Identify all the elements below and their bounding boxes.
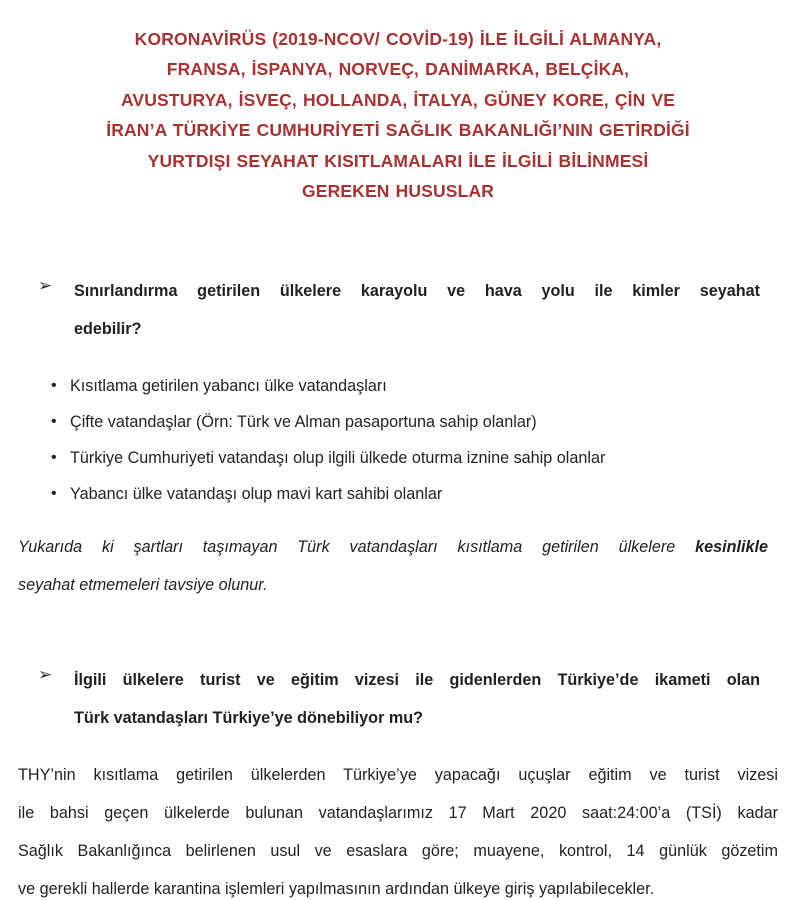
list-item	[18, 440, 758, 476]
eligibility-bullet-list	[18, 368, 758, 512]
bullet-dot-icon: •	[51, 413, 57, 430]
bullet-dot-icon: •	[51, 377, 57, 394]
list-item	[18, 368, 758, 404]
answer-2-line-1: THY’nin kısıtlama getirilen ülkelerden Türkiye’ye yapacağı uçuşlar eğitim ve turist vizesi	[18, 766, 778, 784]
title-line-3: AVUSTURYA, İSVEÇ, HOLLANDA, İTALYA, GÜNEY KORE, ÇİN VE	[120, 89, 676, 110]
title-line-1: KORONAVİRÜS (2019-NCOV/ COVİD-19) İLE İLGİLİ ALMANYA,	[134, 29, 662, 49]
document-title	[60, 24, 736, 206]
question-1-text	[74, 272, 760, 348]
advisory-note-emphasis: kesinlikle	[695, 538, 768, 556]
answer-2-line-2: ile bahsi geçen ülkelerde bulunan vatandaşlarımız 17 Mart 2020 saat:24:00’a (TSİ) kadar	[18, 804, 778, 822]
list-item-label: Yabancı ülke vatandaşı olup mavi kart sahibi olanlar	[70, 485, 443, 503]
question-1-line-1: Sınırlandırma getirilen ülkelere karayolu ve hava yolu ile kimler seyahat	[74, 282, 760, 300]
list-item-label: Kısıtlama getirilen yabancı ülke vatandaşları	[70, 377, 387, 395]
arrow-bullet-icon: ➢	[38, 665, 53, 685]
title-line-6: GEREKEN HUSUSLAR	[301, 181, 495, 202]
title-line-4: İRAN’A TÜRKİYE CUMHURİYETİ SAĞLIK BAKANLIĞI’NIN GETİRDİĞİ	[106, 120, 690, 141]
answer-2-line-3: Sağlık Bakanlığınca belirlenen usul ve esaslara göre; muayene, kontrol, 14 günlük gözetim	[18, 842, 778, 860]
title-line-5: YURTDIŞI SEYAHAT KISITLAMALARI İLE İLGİLİ BİLİNMESİ	[147, 150, 649, 171]
advisory-note	[18, 528, 768, 604]
question-2	[38, 661, 760, 737]
advisory-note-line-2: seyahat etmemeleri tavsiye olunur.	[18, 576, 268, 594]
bullet-dot-icon: •	[51, 485, 57, 502]
question-2-line-2: Türk vatandaşları Türkiye’ye dönebiliyor mu?	[74, 709, 424, 727]
question-2-text	[74, 661, 760, 737]
list-item	[18, 404, 758, 440]
answer-2-line-4: ve gerekli hallerde karantina işlemleri yapılmasının ardından ülkeye giriş yapılabilecekler.	[18, 880, 655, 898]
advisory-note-text: Yukarıda ki şartları taşımayan Türk vatandaşları kısıtlama getirilen ülkelere	[18, 538, 696, 556]
title-line-2: FRANSA, İSPANYA, NORVEÇ, DANİMARKA, BELÇİKA,	[166, 59, 630, 80]
arrow-bullet-icon: ➢	[38, 276, 53, 296]
question-1-line-2: edebilir?	[74, 320, 142, 338]
question-1	[38, 272, 760, 348]
list-item-label: Türkiye Cumhuriyeti vatandaşı olup ilgili ülkede oturma iznine sahip olanlar	[70, 449, 606, 467]
bullet-dot-icon: •	[51, 449, 57, 466]
question-2-line-1: İlgili ülkelere turist ve eğitim vizesi ile gidenlerden Türkiye’de ikameti olan	[74, 671, 760, 689]
answer-2-paragraph	[18, 756, 778, 900]
advisory-note-line-1	[18, 528, 768, 566]
list-item	[18, 476, 758, 512]
list-item-label: Çifte vatandaşlar (Örn: Türk ve Alman pasaportuna sahip olanlar)	[70, 413, 537, 431]
